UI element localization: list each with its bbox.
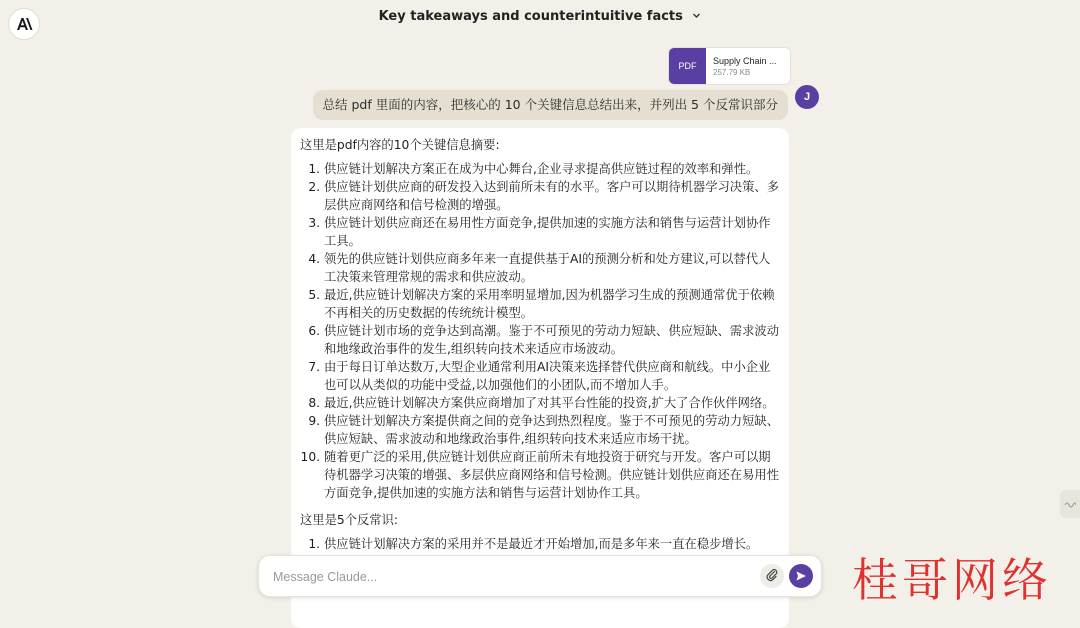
chevron-down-icon — [692, 9, 701, 24]
list-item: 8. 最近,供应链计划解决方案供应商增加了对其平台性能的投资,扩大了合作伙伴网络。 — [324, 394, 781, 412]
attachment-name: Supply Chain ... — [713, 55, 777, 66]
side-panel-toggle[interactable] — [1060, 490, 1080, 518]
assistant-message — [291, 128, 789, 628]
conversation-title-text: Key takeaways and counterintuitive facts — [378, 9, 683, 24]
key-points-intro: 这里是pdf内容的10个关键信息摘要: — [300, 138, 500, 152]
wave-icon — [1064, 495, 1076, 514]
send-arrow-icon — [795, 567, 807, 586]
avatar[interactable]: J — [795, 85, 819, 109]
key-points-list — [300, 160, 781, 502]
attachment-card[interactable] — [668, 47, 791, 85]
conversation-title[interactable] — [0, 9, 1080, 24]
list-item: 1. 供应链计划解决方案的采用并不是最近才开始增加,而是多年来一直在稳步增长。 — [324, 535, 781, 553]
user-message: 总结 pdf 里面的内容，把核心的 10 个关键信息总结出来，并列出 5 个反常识部分 — [313, 90, 788, 120]
message-input[interactable] — [271, 566, 745, 588]
list-item: 6. 供应链计划市场的竞争达到高潮。鉴于不可预见的劳动力短缺、供应短缺、需求波动和地缘政治事件的发生,组织转向技术来适应市场波动。 — [324, 322, 781, 358]
list-item: 10. 随着更广泛的采用,供应链计划供应商正前所未有地投资于研究与开发。客户可以期待机器学习决策的增强、多层供应商网络和信号检测。供应链计划供应商还在易用性方面竞争,提供加速的实施方法和销售与运营计划协作工具。 — [324, 448, 781, 502]
attachment-size: 257.79 KB — [713, 67, 751, 77]
list-item: 2. 供应链计划供应商的研发投入达到前所未有的水平。客户可以期待机器学习决策、多层供应商网络和信号检测的增强。 — [324, 178, 781, 214]
list-item: 1. 供应链计划解决方案正在成为中心舞台,企业寻求提高供应链过程的效率和弹性。 — [324, 160, 781, 178]
list-item: 5. 最近,供应链计划解决方案的采用率明显增加,因为机器学习生成的预测通常优于依赖不再相关的历史数据的传统统计模型。 — [324, 286, 781, 322]
list-item: 4. 领先的供应链计划供应商多年来一直提供基于AI的预测分析和处方建议,可以替代人工决策来管理常规的需求和供应波动。 — [324, 250, 781, 286]
paperclip-icon — [766, 567, 778, 586]
send-button[interactable] — [789, 564, 813, 588]
watermark-text: 桂哥网络 — [852, 553, 1052, 607]
list-item: 9. 供应链计划解决方案提供商之间的竞争达到热烈程度。鉴于不可预见的劳动力短缺、供应短缺、需求波动和地缘政治事件,组织转向技术来适应市场干扰。 — [324, 412, 781, 448]
list-item: 7. 由于每日订单达数万,大型企业通常利用AI决策来选择替代供应商和航线。中小企业也可以从类似的功能中受益,以加强他们的小团队,而不增加人手。 — [324, 358, 781, 394]
pdf-file-icon: PDF — [669, 48, 706, 84]
message-composer — [258, 555, 822, 597]
counter-points-intro: 这里是5个反常识: — [300, 513, 399, 527]
attach-file-button[interactable] — [760, 564, 784, 588]
list-item: 3. 供应链计划供应商还在易用性方面竞争,提供加速的实施方法和销售与运营计划协作工具。 — [324, 214, 781, 250]
